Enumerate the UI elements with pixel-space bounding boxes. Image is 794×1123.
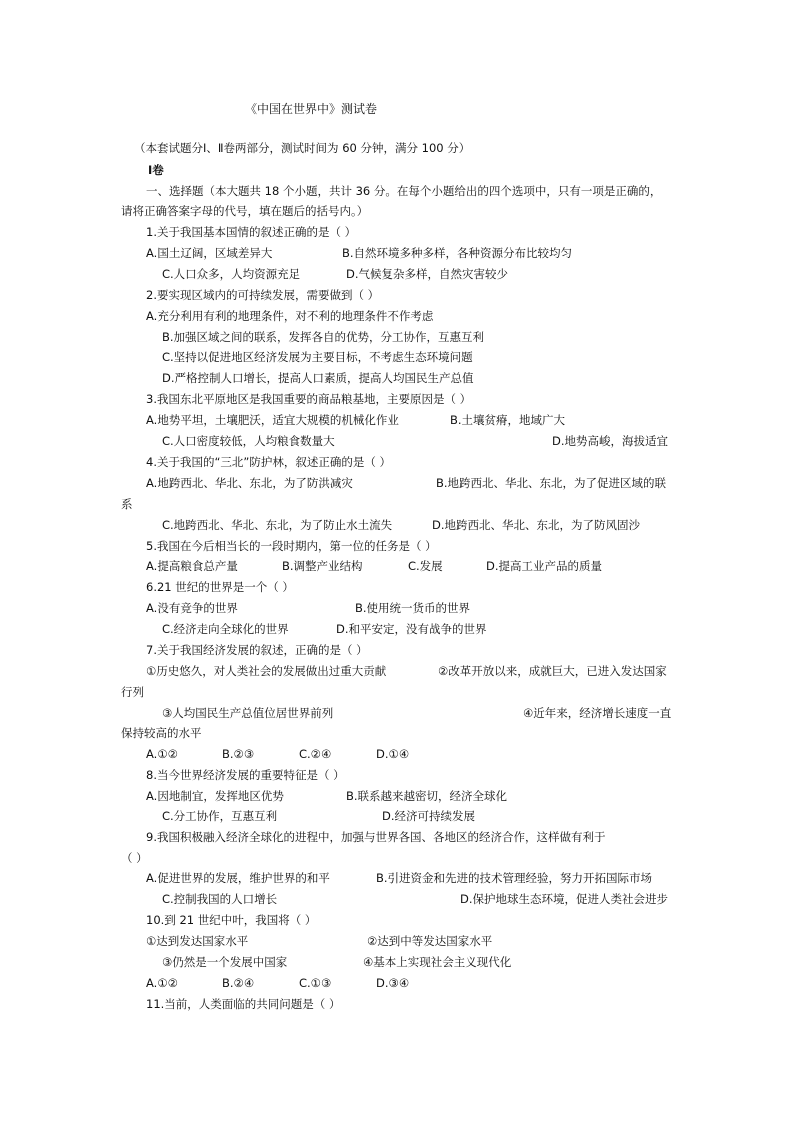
option: B.②④ — [222, 976, 255, 990]
option: B.自然环境多种多样，各种资源分布比较均匀 — [342, 246, 573, 260]
question-stem: 5.我国在今后相当长的一段时期内，第一位的任务是（ ） — [146, 539, 437, 553]
statement: ④基本上实现社会主义现代化 — [363, 955, 512, 969]
question-stem: 11.当前，人类面临的共同问题是（ ） — [146, 997, 341, 1011]
option: A.充分利用有利的地理条件，对不利的地理条件不作考虑 — [146, 309, 434, 323]
option: D.①④ — [376, 747, 410, 761]
option: B.引进资金和先进的技术管理经验，努力开拓国际市场 — [376, 871, 653, 885]
question-stem: 10.到 21 世纪中叶，我国将（ ） — [146, 913, 317, 927]
option: C.发展 — [408, 559, 443, 573]
option: A.地势平坦，土壤肥沃，适宜大规模的机械化作业 — [146, 413, 399, 427]
option: B.土壤贫瘠，地域广大 — [450, 413, 566, 427]
option: A.提高粮食总产量 — [146, 559, 238, 573]
question-stem-wrap: （ ） — [121, 851, 148, 865]
instruction-line: 请将正确答案字母的代号，填在题后的括号内。） — [121, 204, 369, 218]
option: C.人口密度较低，人均粮食数量大 — [162, 434, 335, 448]
question-stem: 4.关于我国的“三北”防护林，叙述正确的是（ ） — [146, 455, 392, 469]
exam-title: 《中国在世界中》测试卷 — [245, 102, 378, 116]
option: A.国土辽阔，区域差异大 — [146, 246, 273, 260]
question-stem: 8.当今世界经济发展的重要特征是（ ） — [146, 768, 345, 782]
option: A.促进世界的发展，维护世界的和平 — [146, 871, 330, 885]
option: C.分工协作，互惠互利 — [162, 809, 278, 823]
question-stem: 3.我国东北平原地区是我国重要的商品粮基地，主要原因是（ ） — [146, 392, 472, 406]
option: C.①③ — [299, 976, 332, 990]
option: D.保护地球生态环境，促进人类社会进步 — [460, 892, 669, 906]
statement: ②改革开放以来，成就巨大，已进入发达国家 — [438, 664, 667, 678]
option: B.调整产业结构 — [282, 559, 363, 573]
option: B.②③ — [222, 747, 255, 761]
option: D.气候复杂多样，自然灾害较少 — [346, 267, 509, 281]
option: C.坚持以促进地区经济发展为主要目标，不考虑生态环境问题 — [162, 350, 473, 364]
statement: ①历史悠久，对人类社会的发展做出过重大贡献 — [146, 664, 387, 678]
statement-wrap: 保持较高的水平 — [121, 726, 202, 740]
option: B.联系越来越密切，经济全球化 — [346, 789, 508, 803]
option: B.加强区域之间的联系，发挥各自的优势，分工协作，互惠互利 — [162, 330, 485, 344]
option: A.①② — [146, 976, 178, 990]
option: C.控制我国的人口增长 — [162, 892, 278, 906]
option: C.②④ — [299, 747, 332, 761]
option: A.地跨西北、华北、东北，为了防洪减灾 — [146, 476, 353, 490]
option: C.地跨西北、华北、东北，为了防止水土流失 — [162, 518, 393, 532]
option: A.因地制宜，发挥地区优势 — [146, 789, 284, 803]
option: A.没有竞争的世界 — [146, 601, 238, 615]
option: D.地跨西北、华北、东北，为了防风固沙 — [432, 518, 641, 532]
option: C.人口众多，人均资源充足 — [162, 267, 301, 281]
question-stem: 7.关于我国经济发展的叙述，正确的是（ ） — [146, 643, 368, 657]
option: D.提高工业产品的质量 — [486, 559, 603, 573]
option: C.经济走向全球化的世界 — [162, 622, 289, 636]
option: D.和平安定，没有战争的世界 — [336, 622, 487, 636]
statement: ③仍然是一个发展中国家 — [162, 955, 288, 969]
option: A.①② — [146, 747, 178, 761]
option: B.使用统一货币的世界 — [355, 601, 471, 615]
statement: ③人均国民生产总值位居世界前列 — [162, 706, 334, 720]
question-stem: 9.我国积极融入经济全球化的进程中，加强与世界各国、各地区的经济合作，这样做有利于 — [146, 830, 606, 844]
option: D.地势高峻，海拔适宜 — [552, 434, 669, 448]
statement-wrap: 行列 — [121, 685, 144, 699]
option: B.地跨西北、华北、东北，为了促进区域的联 — [436, 476, 667, 490]
statement: ①达到发达国家水平 — [146, 934, 249, 948]
question-stem: 1.关于我国基本国情的叙述正确的是（ ） — [146, 225, 357, 239]
option: D.③④ — [376, 976, 410, 990]
exam-note: （本套试题分Ⅰ、Ⅱ卷两部分，测试时间为 60 分钟，满分 100 分） — [134, 141, 471, 155]
option-wrap: 系 — [121, 497, 133, 511]
option: D.严格控制人口增长，提高人口素质，提高人均国民生产总值 — [162, 371, 474, 385]
question-stem: 6.21 世纪的世界是一个（ ） — [146, 580, 294, 594]
instruction-line: 一、选择题（本大题共 18 个小题，共计 36 分。在每个小题给出的四个选项中，只有一项是正确的， — [146, 184, 662, 198]
option: D.经济可持续发展 — [382, 809, 476, 823]
statement: ④近年来，经济增长速度一直 — [523, 706, 672, 720]
section-heading: Ⅰ卷 — [148, 163, 164, 177]
question-stem: 2.要实现区域内的可持续发展，需要做到（ ） — [146, 288, 380, 302]
statement: ②达到中等发达国家水平 — [367, 934, 493, 948]
